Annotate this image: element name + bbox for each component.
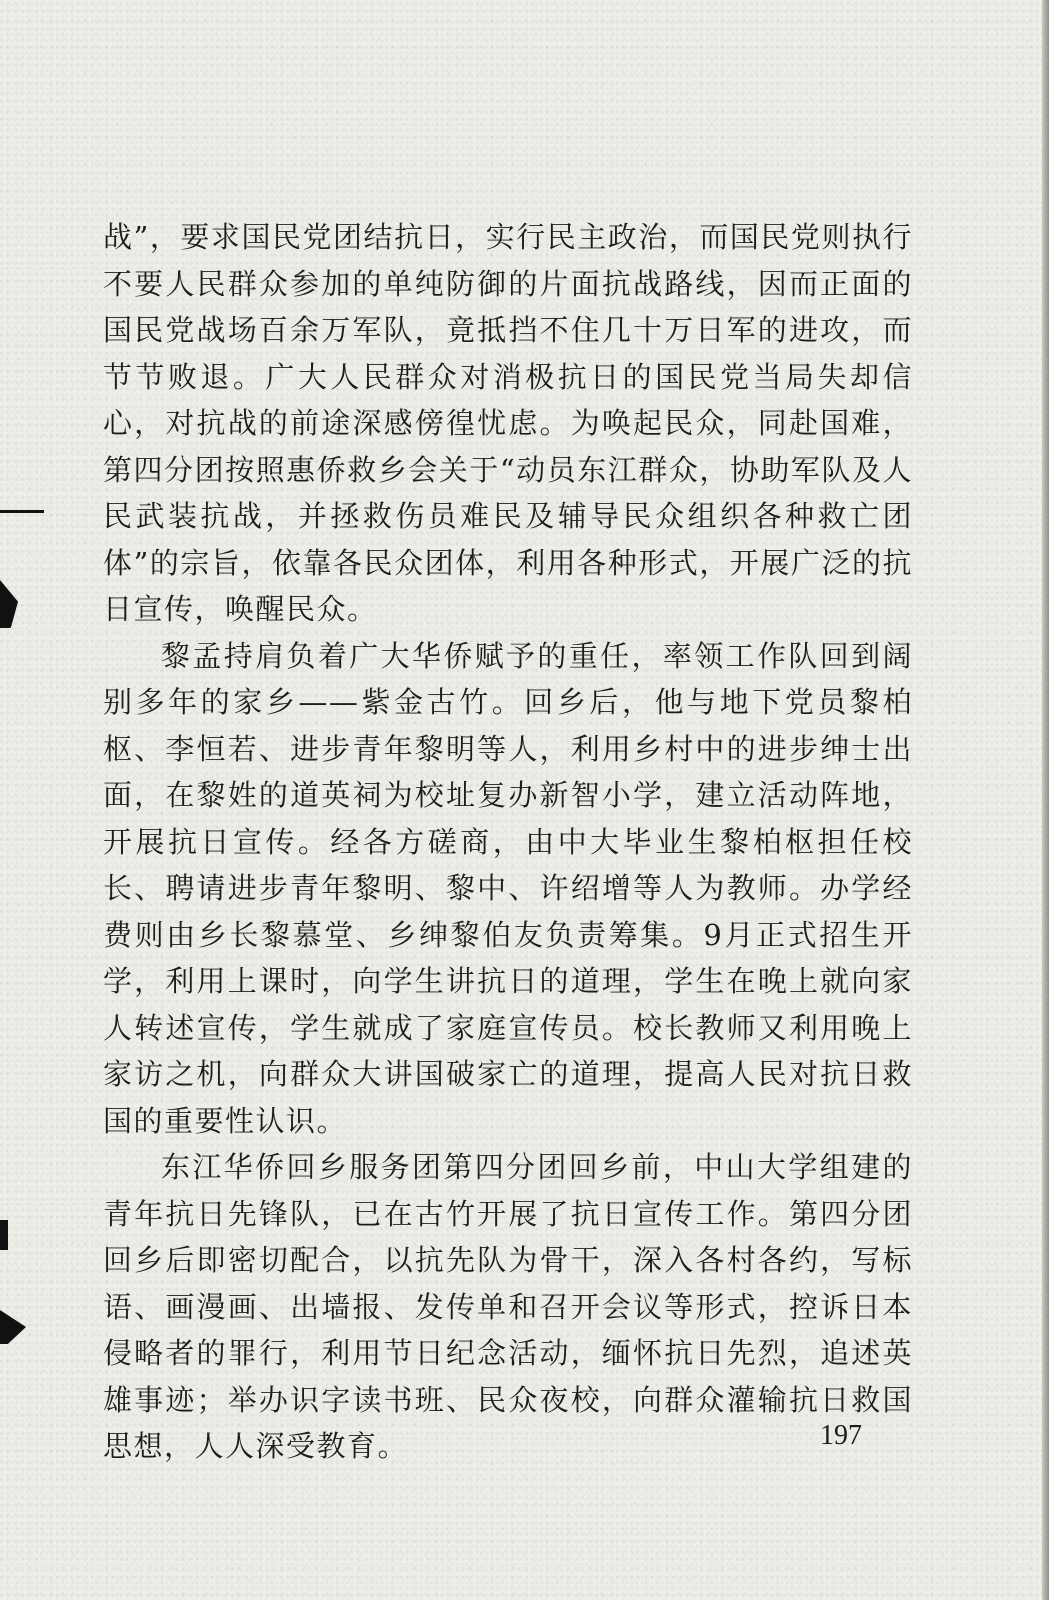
scan-artifact-mark xyxy=(0,1220,8,1250)
body-text xyxy=(103,214,913,1470)
page-edge-shadow xyxy=(1042,0,1049,1600)
scan-artifact-mark xyxy=(0,510,44,513)
paragraph: 黎孟持肩负着广大华侨赋予的重任，率领工作队回到阔别多年的家乡——紫金古竹。回乡后，他与地下党员黎柏枢、李恒若、进步青年黎明等人，利用乡村中的进步绅士出面，在黎姓的道英祠为校址复办新智小学，建立活动阵地，开展抗日宣传。经各方磋商，由中大毕业生黎柏枢担任校长、聘请进步青年黎明、黎中、许绍增等人为教师。办学经费则由乡长黎慕堂、乡绅黎伯友负责筹集。9月正式招生开学，利用上课时，向学生讲抗日的道理，学生在晚上就向家人转述宣传，学生就成了家庭宣传员。校长教师又利用晚上家访之机，向群众大讲国破家亡的道理，提高人民对抗日救国的重要性认识。 xyxy=(103,638,913,1138)
paragraph: 东江华侨回乡服务团第四分团回乡前，中山大学组建的青年抗日先锋队，已在古竹开展了抗日宣传工作。第四分团回乡后即密切配合，以抗先队为骨干，深入各村各约，写标语、画漫画、出墙报、发传单和召开会议等形式，控诉日本侵略者的罪行，利用节日纪念活动，缅怀抗日先烈，追述英雄事迹；举办识字读书班、民众夜校，向群众灌输抗日救国思想，人人深受教育。 xyxy=(103,1150,913,1463)
page-number: 197 xyxy=(820,1420,862,1451)
paragraph-continuation: 战”，要求国民党团结抗日，实行民主政治，而国民党则执行不要人民群众参加的单纯防御的片面抗战路线，因而正面的国民党战场百余万军队，竟抵挡不住几十万日军的进攻，而节节败退。广大人民群众对消极抗日的国民党当局失却信心，对抗战的前途深感傍徨忧虑。为唤起民众，同赴国难，第四分团按照惠侨救乡会关于“动员东江群众，协助军队及人民武装抗战，并拯救伤员难民及辅导民众组织各种救亡团体”的宗旨，依靠各民众团体，利用各种形式，开展广泛的抗日宣传，唤醒民众。 xyxy=(103,220,913,626)
scan-artifact-mark xyxy=(0,1310,26,1344)
scan-artifact-mark xyxy=(0,580,18,628)
